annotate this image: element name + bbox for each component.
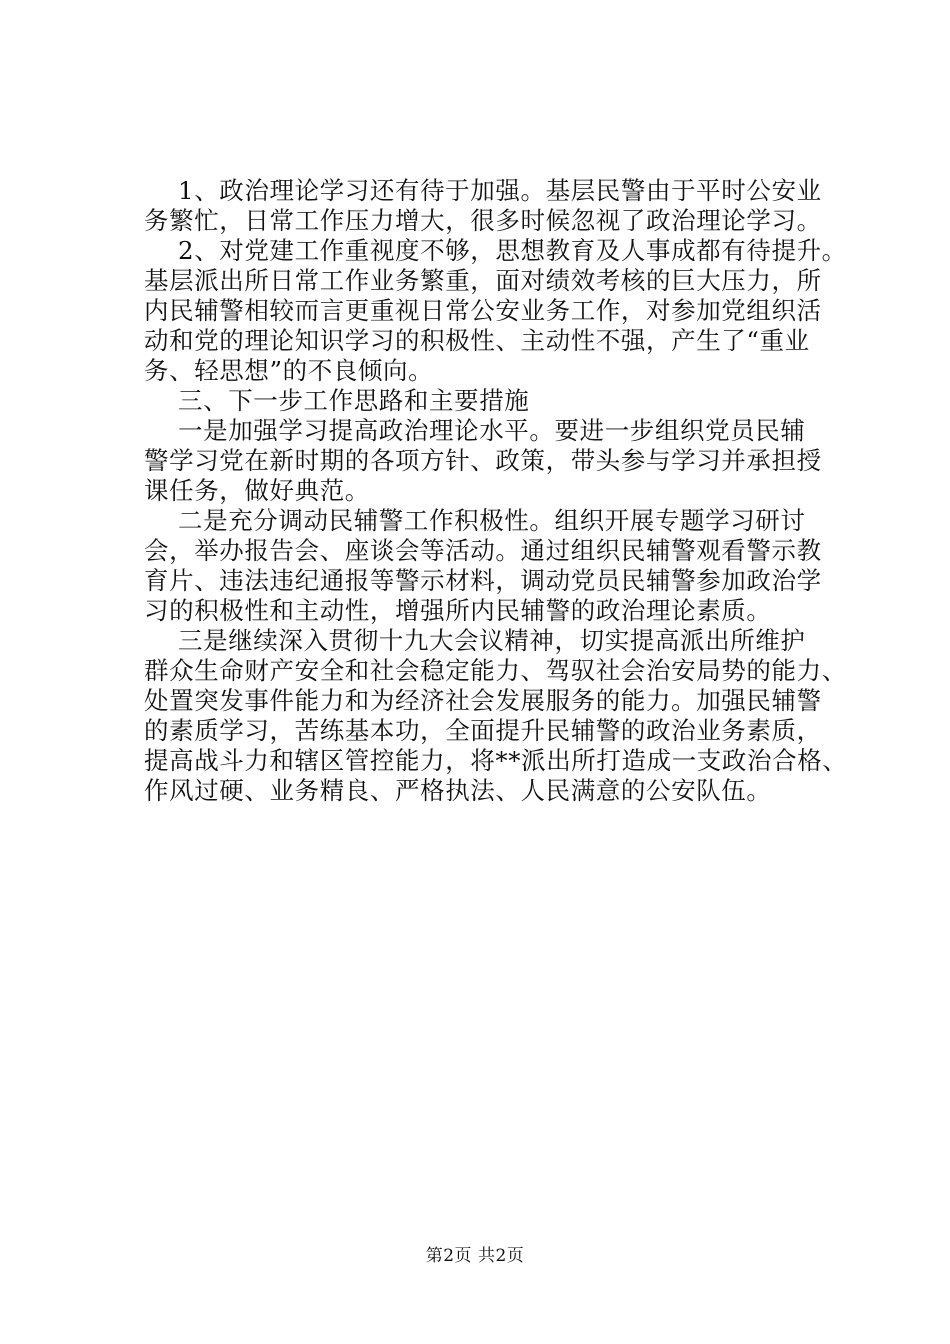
text-line: 习的积极性和主动性，增强所内民辅警的政治理论素质。 <box>144 596 772 625</box>
text-line: 务繁忙，日常工作压力增大，很多时候忽视了政治理论学习。 <box>144 206 822 235</box>
text-line: 2、对党建工作重视度不够，思想教育及人事成都有待提升。 <box>178 236 847 265</box>
text-line: 处置突发事件能力和为经济社会发展服务的能力。加强民辅警 <box>144 686 822 715</box>
text-line: 的素质学习，苦练基本功，全面提升民辅警的政治业务素质， <box>144 716 822 745</box>
text-line: 课任务，做好典范。 <box>144 476 370 505</box>
text-line: 三是继续深入贯彻十九大会议精神，切实提高派出所维护 <box>178 626 806 655</box>
document-body <box>144 176 848 806</box>
text-line: 群众生命财产安全和社会稳定能力、驾驭社会治安局势的能力、 <box>144 656 847 685</box>
text-line: 育片、违法违纪通报等警示材料，调动党员民辅警参加政治学 <box>144 566 822 595</box>
text-line: 警学习党在新时期的各项方针、政策，带头参与学习并承担授 <box>144 446 822 475</box>
text-line: 一是加强学习提高政治理论水平。要进一步组织党员民辅 <box>178 416 806 445</box>
section-heading: 三、下一步工作思路和主要措施 <box>178 386 530 415</box>
text-line: 务、轻思想”的不良倾向。 <box>144 356 434 385</box>
text-line: 基层派出所日常工作业务繁重，面对绩效考核的巨大压力，所 <box>144 266 822 295</box>
text-line: 提高战斗力和辖区管控能力，将**派出所打造成一支政治合格、 <box>144 746 848 775</box>
text-line: 1、政治理论学习还有待于加强。基层民警由于平时公安业 <box>178 176 822 205</box>
page-number-footer: 第2页 共2页 <box>425 1246 525 1266</box>
text-line: 作风过硬、业务精良、严格执法、人民满意的公安队伍。 <box>144 776 772 805</box>
text-line: 会，举办报告会、座谈会等活动。通过组织民辅警观看警示教 <box>144 536 822 565</box>
text-line: 二是充分调动民辅警工作积极性。组织开展专题学习研讨 <box>178 506 806 535</box>
text-line: 动和党的理论知识学习的积极性、主动性不强，产生了“重业 <box>144 326 810 355</box>
text-line: 内民辅警相较而言更重视日常公安业务工作，对参加党组织活 <box>144 296 822 325</box>
